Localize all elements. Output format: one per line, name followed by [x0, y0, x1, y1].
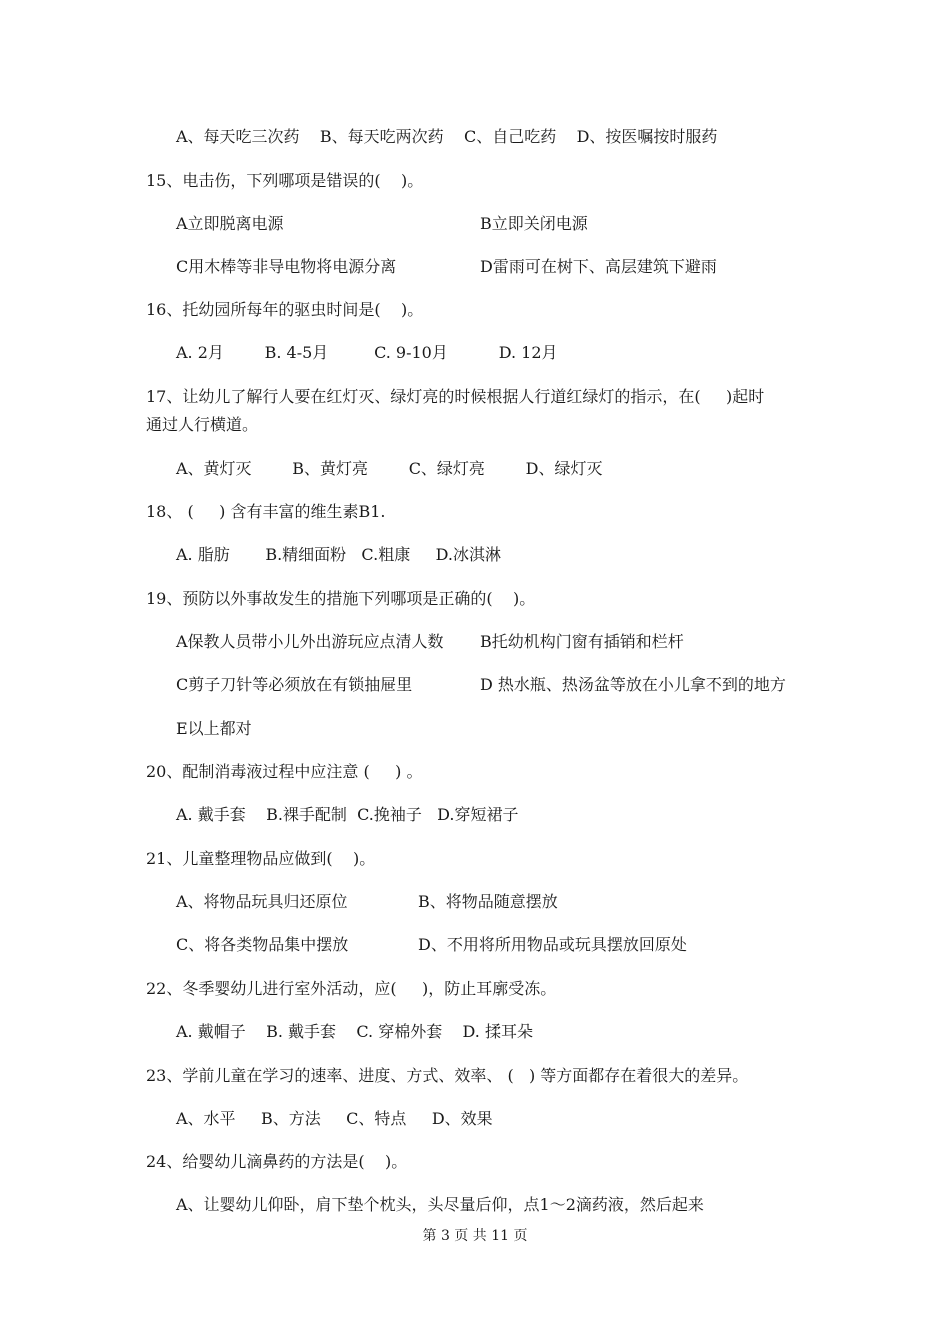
q19-option-a: A保教人员带小儿外出游玩应点清人数 [176, 632, 444, 651]
q20-options: A. 戴手套 B.裸手配制 C.挽袖子 D.穿短裙子 [176, 805, 519, 824]
q21-option-b: B、将物品随意摆放 [418, 892, 558, 911]
q15-option-d: D雷雨可在树下、高层建筑下避雨 [480, 257, 717, 276]
q21-option-c: C、将各类物品集中摆放 [176, 935, 349, 954]
question-20: 20、配制消毒液过程中应注意 ( ) 。 [146, 762, 423, 781]
question-17: 17、让幼儿了解行人要在红灯灭、绿灯亮的时候根据人行道红绿灯的指示，在( )起时 [146, 387, 765, 406]
question-23: 23、学前儿童在学习的速率、进度、方式、效率、 ( ) 等方面都存在着很大的差异。 [146, 1066, 749, 1085]
page-footer: 第 3 页 共 11 页 [422, 1228, 528, 1244]
question-19: 19、预防以外事故发生的措施下列哪项是正确的( )。 [146, 589, 536, 608]
question-22: 22、冬季婴幼儿进行室外活动，应( )，防止耳廓受冻。 [146, 979, 557, 998]
q21-option-d: D、不用将所用物品或玩具摆放回原处 [418, 935, 687, 954]
q24-option-a: A、让婴幼儿仰卧，肩下垫个枕头，头尽量后仰，点1～2滴药液，然后起来 [176, 1195, 704, 1214]
q15-option-a: A立即脱离电源 [176, 214, 284, 233]
question-15: 15、电击伤，下列哪项是错误的( )。 [146, 171, 424, 190]
q19-option-c: C剪子刀针等必须放在有锁抽屉里 [176, 675, 413, 694]
q19-option-d: D 热水瓶、热汤盆等放在小儿拿不到的地方 [480, 675, 786, 694]
question-16: 16、托幼园所每年的驱虫时间是( )。 [146, 300, 424, 319]
q14-options: A、每天吃三次药 B、每天吃两次药 C、自己吃药 D、按医嘱按时服药 [176, 127, 718, 146]
q15-option-b: B立即关闭电源 [480, 214, 588, 233]
q15-option-c: C用木棒等非导电物将电源分离 [176, 257, 397, 276]
q21-option-a: A、将物品玩具归还原位 [176, 892, 348, 911]
q16-options: A. 2月 B. 4-5月 C. 9-10月 D. 12月 [176, 343, 558, 362]
q19-option-b: B托幼机构门窗有插销和栏杆 [480, 632, 684, 651]
q22-options: A. 戴帽子 B. 戴手套 C. 穿棉外套 D. 揉耳朵 [176, 1022, 533, 1041]
question-18: 18、 ( ) 含有丰富的维生素B1. [146, 502, 386, 521]
q18-options: A. 脂肪 B.精细面粉 C.粗康 D.冰淇淋 [176, 545, 501, 564]
question-21: 21、儿童整理物品应做到( )。 [146, 849, 376, 868]
q17-options: A、黄灯灭 B、黄灯亮 C、绿灯亮 D、绿灯灭 [176, 459, 603, 478]
question-24: 24、给婴幼儿滴鼻药的方法是( )。 [146, 1152, 408, 1171]
question-17-cont: 通过人行横道。 [146, 415, 259, 434]
q23-options: A、水平 B、方法 C、特点 D、效果 [176, 1109, 493, 1128]
q19-option-e: E以上都对 [176, 719, 252, 738]
